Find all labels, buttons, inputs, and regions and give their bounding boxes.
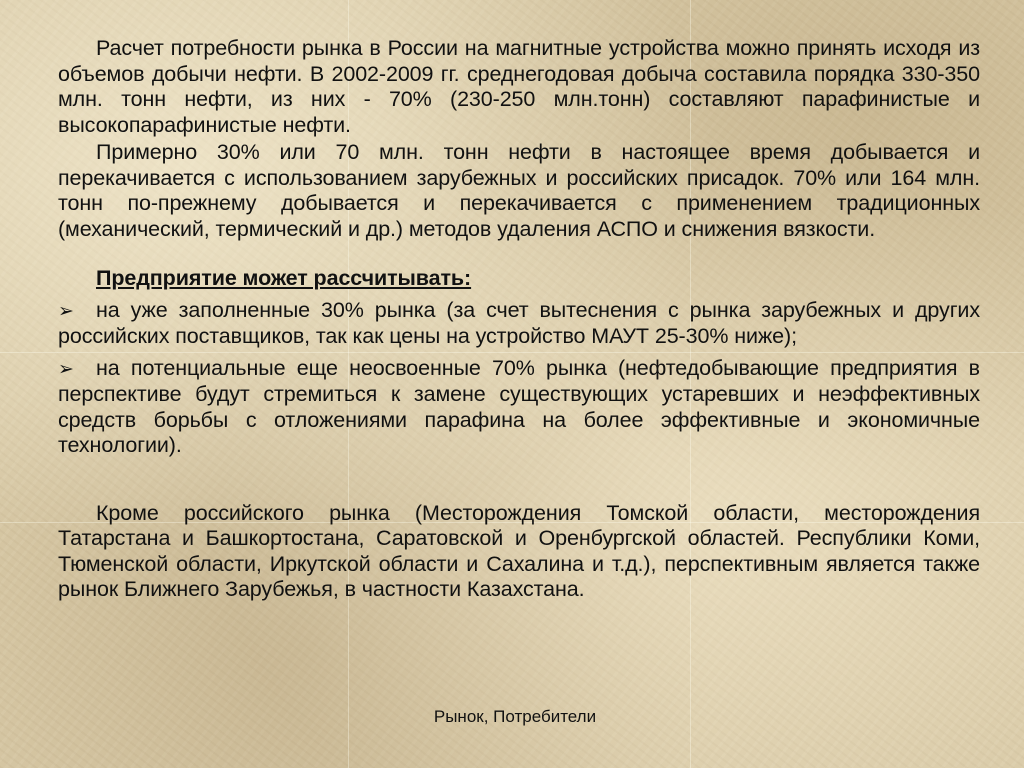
- slide-footer: Рынок, Потребители: [433, 707, 597, 726]
- paragraph-market-calculation: Расчет потребности рынка в России на магнитные устройства можно принять исходя из объемов добычи нефти. В 2002-2009 гг. среднегодовая добыча составила порядка 330-350 млн. тонн нефти, из них - 70% (230-250 млн.тонн) составляют парафинистые и высокопарафинистые нефти.: [58, 36, 980, 137]
- arrow-bullet-icon: ➢: [58, 299, 74, 322]
- arrow-bullet-icon: ➢: [58, 357, 74, 380]
- paragraph-foreign-market: Кроме российского рынка (Месторождения Томской области, месторождения Татарстана и Башкортостана, Саратовской и Оренбургской областей. Республики Коми, Тюменской области, Иркутской области и Сахалина и т.д.), перспективным является также рынок Ближнего Зарубежья, в частности Казахстана.: [58, 500, 980, 601]
- bullet-text: на потенциальные еще неосвоенные 70% рынка (нефтедобывающие предприятия в перспективе будут стремиться к замене существующих устаревших и неэффективных средств борьбы с отложениями парафина на более эффективные и экономичные технологии).: [58, 355, 980, 457]
- bullet-item: [58, 298, 980, 350]
- bullet-item: [58, 356, 980, 459]
- section-heading: Предприятие может рассчитывать:: [96, 266, 472, 290]
- bullet-text: на уже заполненные 30% рынка (за счет вытеснения с рынка зарубежных и других российских поставщиков, так как цены на устройство МАУТ 25-30% ниже);: [58, 297, 980, 348]
- slide-body: [58, 36, 980, 603]
- paragraph-additives-share: Примерно 30% или 70 млн. тонн нефти в настоящее время добывается и перекачивается с использованием зарубежных и российских присадок. 70% или 164 млн. тонн по-прежнему добывается и перекачивается с применением традиционных (механический, термический и др.) методов удаления АСПО и снижения вязкости.: [58, 140, 980, 241]
